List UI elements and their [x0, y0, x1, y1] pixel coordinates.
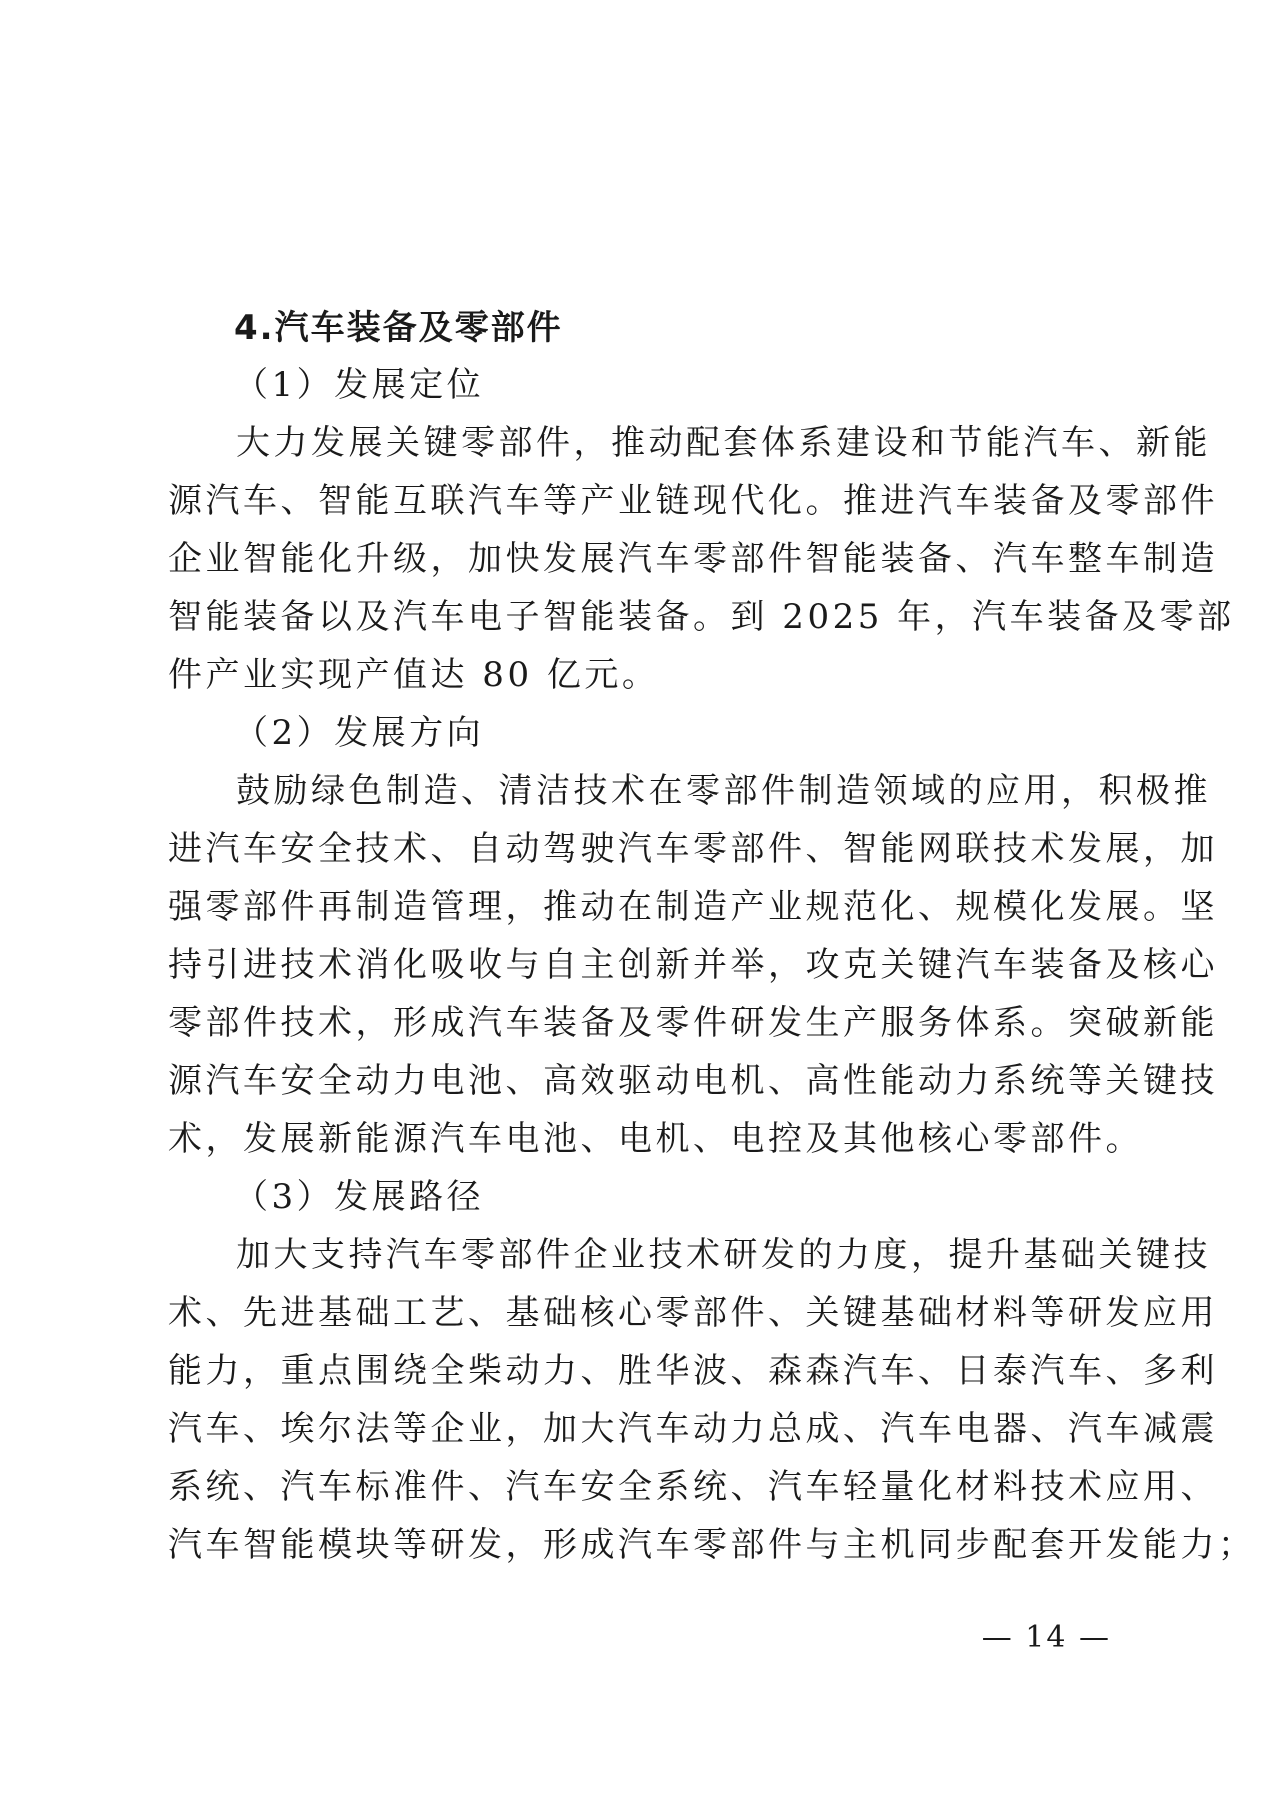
subsection-heading: （2）发展方向	[234, 713, 485, 753]
paragraph-line: 加大支持汽车零部件企业技术研发的力度，提升基础关键技	[236, 1235, 1211, 1275]
paragraph-line: 强零部件再制造管理，推动在制造产业规范化、规模化发展。坚	[168, 887, 1218, 927]
paragraph-line: 零部件技术，形成汽车装备及零件研发生产服务体系。突破新能	[168, 1003, 1218, 1043]
paragraph-line: 鼓励绿色制造、清洁技术在零部件制造领域的应用，积极推	[236, 771, 1211, 811]
paragraph-line: 术、先进基础工艺、基础核心零部件、关键基础材料等研发应用	[168, 1293, 1218, 1333]
paragraph-line: 源汽车、智能互联汽车等产业链现代化。推进汽车装备及零部件	[168, 481, 1218, 521]
paragraph-line: 智能装备以及汽车电子智能装备。到 2025 年，汽车装备及零部	[168, 597, 1235, 637]
section-title: 4.汽车装备及零部件	[234, 308, 563, 348]
paragraph-line: 汽车、埃尔法等企业，加大汽车动力总成、汽车电器、汽车减震	[168, 1409, 1218, 1449]
paragraph-line: 件产业实现产值达 80 亿元。	[168, 655, 660, 695]
paragraph-line: 进汽车安全技术、自动驾驶汽车零部件、智能网联技术发展，加	[168, 829, 1218, 869]
paragraph-line: 能力，重点围绕全柴动力、胜华波、森森汽车、日泰汽车、多利	[168, 1351, 1218, 1391]
page-number: — 14 —	[981, 1620, 1111, 1655]
paragraph-line: 系统、汽车标准件、汽车安全系统、汽车轻量化材料技术应用、	[168, 1467, 1218, 1507]
paragraph-line: 企业智能化升级，加快发展汽车零部件智能装备、汽车整车制造	[168, 539, 1218, 579]
paragraph-line: 大力发展关键零部件，推动配套体系建设和节能汽车、新能	[236, 423, 1211, 463]
paragraph-line: 术，发展新能源汽车电池、电机、电控及其他核心零部件。	[168, 1119, 1143, 1159]
document-body	[168, 300, 1256, 1574]
paragraph-line: 持引进技术消化吸收与自主创新并举，攻克关键汽车装备及核心	[168, 945, 1218, 985]
paragraph-line: 源汽车安全动力电池、高效驱动电机、高性能动力系统等关键技	[168, 1061, 1218, 1101]
subsection-heading: （3）发展路径	[234, 1177, 485, 1217]
paragraph-line: 汽车智能模块等研发，形成汽车零部件与主机同步配套开发能力；	[168, 1525, 1256, 1565]
subsection-heading: （1）发展定位	[234, 365, 485, 405]
